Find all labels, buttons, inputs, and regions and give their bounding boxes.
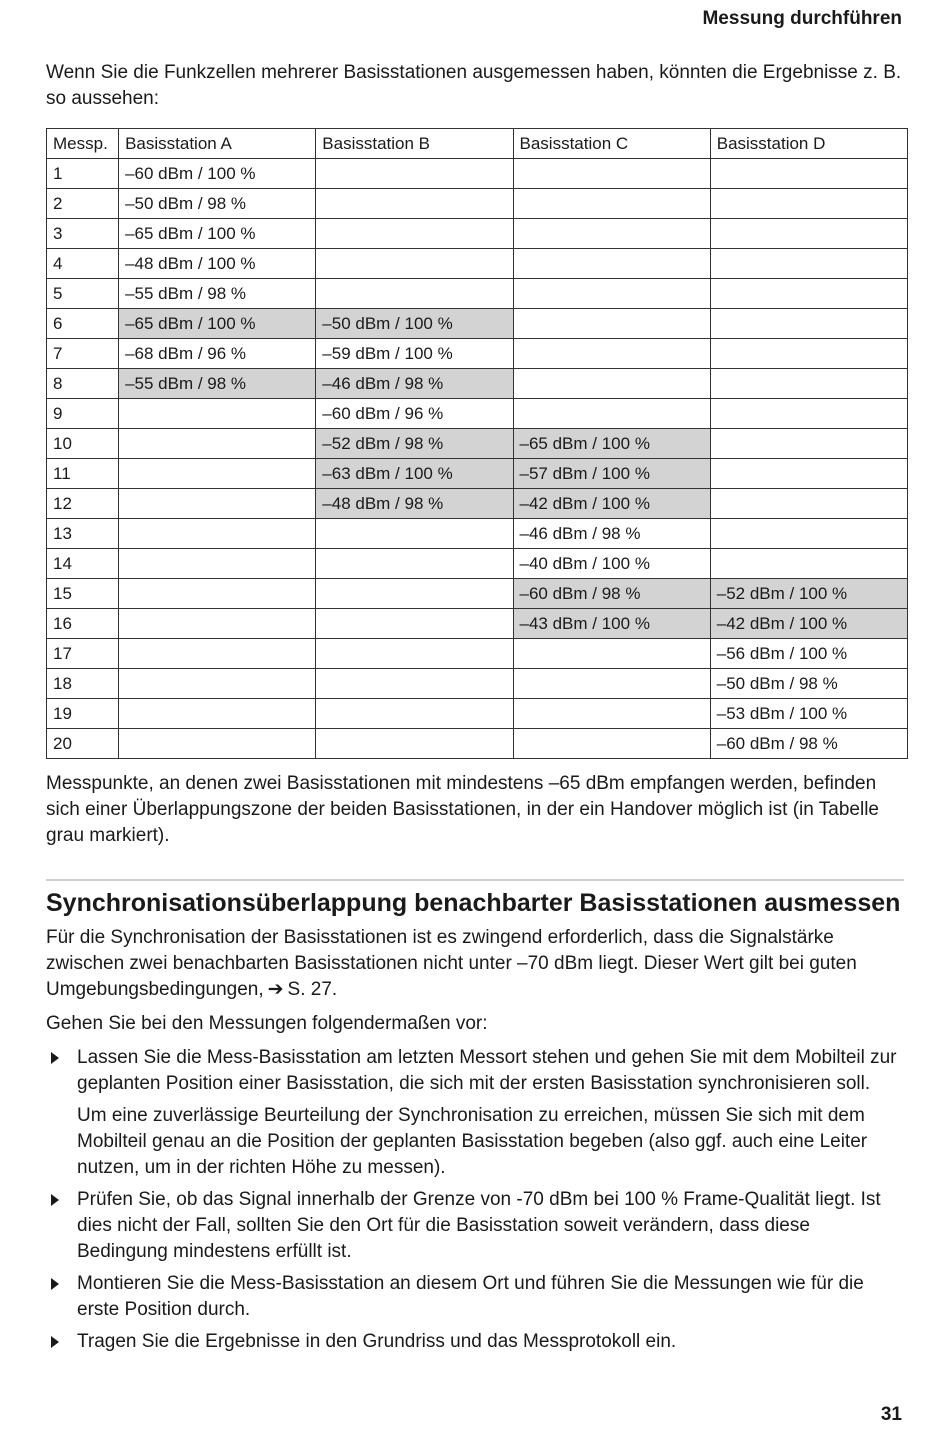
- list-item: [46, 1271, 904, 1323]
- table-body: [47, 159, 908, 759]
- table-cell: [316, 639, 513, 669]
- table-row: [47, 549, 908, 579]
- table-cell: [119, 429, 316, 459]
- page-number: 31: [880, 1404, 902, 1425]
- table-cell: [710, 459, 907, 489]
- table-header-row: [47, 129, 908, 159]
- table-cell: [119, 729, 316, 759]
- row-number-cell: 2: [47, 189, 119, 219]
- list-item: [46, 1045, 904, 1181]
- table-cell: [710, 519, 907, 549]
- table-cell: [119, 519, 316, 549]
- table-cell: [513, 159, 710, 189]
- table-cell: –52 dBm / 98 %: [316, 429, 513, 459]
- table-cell: [316, 669, 513, 699]
- table-cell: –46 dBm / 98 %: [513, 519, 710, 549]
- triangle-bullet-icon: [51, 1336, 59, 1348]
- row-number-cell: 4: [47, 249, 119, 279]
- table-cell: [513, 669, 710, 699]
- right-arrow-icon: ➔: [267, 979, 284, 1000]
- running-header: Messung durchführen: [702, 8, 902, 29]
- table-cell: –42 dBm / 100 %: [710, 609, 907, 639]
- table-cell: [316, 159, 513, 189]
- row-number-cell: 6: [47, 309, 119, 339]
- list-item: [46, 1329, 904, 1355]
- table-cell: [513, 339, 710, 369]
- row-number-cell: 1: [47, 159, 119, 189]
- table-row: [47, 369, 908, 399]
- table-cell: –60 dBm / 100 %: [119, 159, 316, 189]
- intro-paragraph: Wenn Sie die Funkzellen mehrerer Basisstationen ausgemessen haben, könnten die Ergebnisse z. B. so aussehen:: [46, 62, 902, 109]
- table-row: [47, 729, 908, 759]
- table-cell: [513, 399, 710, 429]
- row-number-cell: 9: [47, 399, 119, 429]
- table-cell: –65 dBm / 100 %: [119, 309, 316, 339]
- row-number-cell: 15: [47, 579, 119, 609]
- step-text: Lassen Sie die Mess-Basisstation am letzten Messort stehen und gehen Sie mit dem Mobilteil zur geplanten Position einer Basisstation, die sich mit der ersten Basisstation synchronisieren soll.: [77, 1047, 897, 1094]
- table-cell: [710, 489, 907, 519]
- table-cell: [710, 309, 907, 339]
- step-text: Prüfen Sie, ob das Signal innerhalb der Grenze von -70 dBm bei 100 % Frame-Qualität liegt. Ist dies nicht der Fall, sollten Sie den Ort für die Basisstation soweit verändern, dass diese Bedingung mindestens erfüllt ist.: [77, 1189, 881, 1262]
- table-cell: [513, 309, 710, 339]
- row-number-cell: 7: [47, 339, 119, 369]
- table-cell: –40 dBm / 100 %: [513, 549, 710, 579]
- table-cell: [710, 159, 907, 189]
- table-cell: [316, 729, 513, 759]
- table-cell: [119, 399, 316, 429]
- row-number-cell: 16: [47, 609, 119, 639]
- row-number-cell: 20: [47, 729, 119, 759]
- table-cell: [316, 249, 513, 279]
- table-cell: –56 dBm / 100 %: [710, 639, 907, 669]
- table-row: [47, 249, 908, 279]
- column-header: Basisstation B: [316, 129, 513, 159]
- table-cell: [513, 189, 710, 219]
- page-content: [46, 60, 904, 1361]
- table-cell: [513, 249, 710, 279]
- table-cell: –48 dBm / 100 %: [119, 249, 316, 279]
- table-cell: –63 dBm / 100 %: [316, 459, 513, 489]
- table-row: [47, 519, 908, 549]
- row-number-cell: 17: [47, 639, 119, 669]
- table-cell: –48 dBm / 98 %: [316, 489, 513, 519]
- table-row: [47, 399, 908, 429]
- column-header: Basisstation D: [710, 129, 907, 159]
- table-row: [47, 219, 908, 249]
- table-cell: –59 dBm / 100 %: [316, 339, 513, 369]
- row-number-cell: 19: [47, 699, 119, 729]
- table-row: [47, 699, 908, 729]
- table-cell: [119, 549, 316, 579]
- row-number-cell: 8: [47, 369, 119, 399]
- table-cell: –65 dBm / 100 %: [513, 429, 710, 459]
- table-row: [47, 489, 908, 519]
- row-number-cell: 5: [47, 279, 119, 309]
- table-cell: –46 dBm / 98 %: [316, 369, 513, 399]
- table-cell: [710, 249, 907, 279]
- triangle-bullet-icon: [51, 1278, 59, 1290]
- step-text: Montieren Sie die Mess-Basisstation an diesem Ort und führen Sie die Messungen wie für die erste Position durch.: [77, 1273, 864, 1320]
- row-number-cell: 11: [47, 459, 119, 489]
- table-row: [47, 669, 908, 699]
- table-cell: [119, 669, 316, 699]
- table-cell: [119, 609, 316, 639]
- column-header: Basisstation A: [119, 129, 316, 159]
- table-cell: [513, 219, 710, 249]
- table-row: [47, 159, 908, 189]
- column-header: Messp.: [47, 129, 119, 159]
- table-cell: [316, 549, 513, 579]
- table-cell: [513, 639, 710, 669]
- section-divider: [46, 879, 904, 881]
- table-cell: [316, 219, 513, 249]
- table-cell: –50 dBm / 98 %: [710, 669, 907, 699]
- table-cell: –57 dBm / 100 %: [513, 459, 710, 489]
- table-cell: –55 dBm / 98 %: [119, 279, 316, 309]
- procedure-steps: [46, 1045, 904, 1355]
- table-cell: [119, 579, 316, 609]
- table-cell: [513, 279, 710, 309]
- table-cell: [513, 369, 710, 399]
- row-number-cell: 10: [47, 429, 119, 459]
- table-cell: –60 dBm / 98 %: [710, 729, 907, 759]
- table-row: [47, 279, 908, 309]
- table-cell: –42 dBm / 100 %: [513, 489, 710, 519]
- table-cell: [710, 369, 907, 399]
- table-cell: –53 dBm / 100 %: [710, 699, 907, 729]
- column-header: Basisstation C: [513, 129, 710, 159]
- page-reference: S. 27.: [287, 979, 338, 1000]
- table-row: [47, 309, 908, 339]
- table-cell: [316, 699, 513, 729]
- sync-paragraph-text: Für die Synchronisation der Basisstationen ist es zwingend erforderlich, dass die Signalstärke zwischen zwei benachbarten Basisstationen nicht unter –70 dBm liegt. Dieser Wert gilt bei guten Umgebungsbedingungen,: [46, 927, 857, 1000]
- table-cell: [710, 279, 907, 309]
- table-cell: [710, 219, 907, 249]
- table-cell: [316, 189, 513, 219]
- table-cell: –60 dBm / 98 %: [513, 579, 710, 609]
- table-cell: –52 dBm / 100 %: [710, 579, 907, 609]
- table-cell: –68 dBm / 96 %: [119, 339, 316, 369]
- row-number-cell: 18: [47, 669, 119, 699]
- table-caption-paragraph: Messpunkte, an denen zwei Basisstationen mit mindestens –65 dBm empfangen werden, befinden sich einer Überlappungszone der beiden Basisstationen, in der ein Handover möglich ist (in Tabelle grau markiert).: [46, 773, 879, 846]
- table-row: [47, 429, 908, 459]
- row-number-cell: 3: [47, 219, 119, 249]
- table-row: [47, 579, 908, 609]
- triangle-bullet-icon: [51, 1194, 59, 1206]
- table-cell: [119, 699, 316, 729]
- table-cell: [119, 489, 316, 519]
- step-text: Tragen Sie die Ergebnisse in den Grundriss und das Messprotokoll ein.: [77, 1331, 677, 1352]
- step-note: Um eine zuverlässige Beurteilung der Synchronisation zu erreichen, müssen Sie sich mit dem Mobilteil genau an die Position der geplanten Basisstation begeben (also ggf. auch eine Leiter nutzen, um in der richten Höhe zu messen).: [77, 1105, 868, 1178]
- row-number-cell: 13: [47, 519, 119, 549]
- measurement-table: [46, 128, 908, 759]
- table-cell: [119, 639, 316, 669]
- table-cell: –43 dBm / 100 %: [513, 609, 710, 639]
- table-row: [47, 459, 908, 489]
- table-row: [47, 339, 908, 369]
- triangle-bullet-icon: [51, 1052, 59, 1064]
- table-cell: [513, 699, 710, 729]
- table-cell: [710, 339, 907, 369]
- table-row: [47, 639, 908, 669]
- table-cell: [710, 189, 907, 219]
- table-cell: [316, 279, 513, 309]
- table-row: [47, 609, 908, 639]
- table-cell: –50 dBm / 100 %: [316, 309, 513, 339]
- sync-paragraph: [46, 925, 904, 1003]
- table-cell: –60 dBm / 96 %: [316, 399, 513, 429]
- table-cell: –50 dBm / 98 %: [119, 189, 316, 219]
- table-cell: [316, 609, 513, 639]
- table-cell: [513, 729, 710, 759]
- table-cell: –65 dBm / 100 %: [119, 219, 316, 249]
- list-item: [46, 1187, 904, 1265]
- table-cell: [316, 519, 513, 549]
- table-cell: [710, 549, 907, 579]
- table-row: [47, 189, 908, 219]
- row-number-cell: 12: [47, 489, 119, 519]
- table-cell: [710, 429, 907, 459]
- table-cell: [316, 579, 513, 609]
- row-number-cell: 14: [47, 549, 119, 579]
- section-heading: Synchronisationsüberlappung benachbarter Basisstationen ausmessen: [46, 889, 901, 917]
- table-cell: [119, 459, 316, 489]
- table-cell: –55 dBm / 98 %: [119, 369, 316, 399]
- table-cell: [710, 399, 907, 429]
- procedure-lead: Gehen Sie bei den Messungen folgendermaßen vor:: [46, 1013, 488, 1034]
